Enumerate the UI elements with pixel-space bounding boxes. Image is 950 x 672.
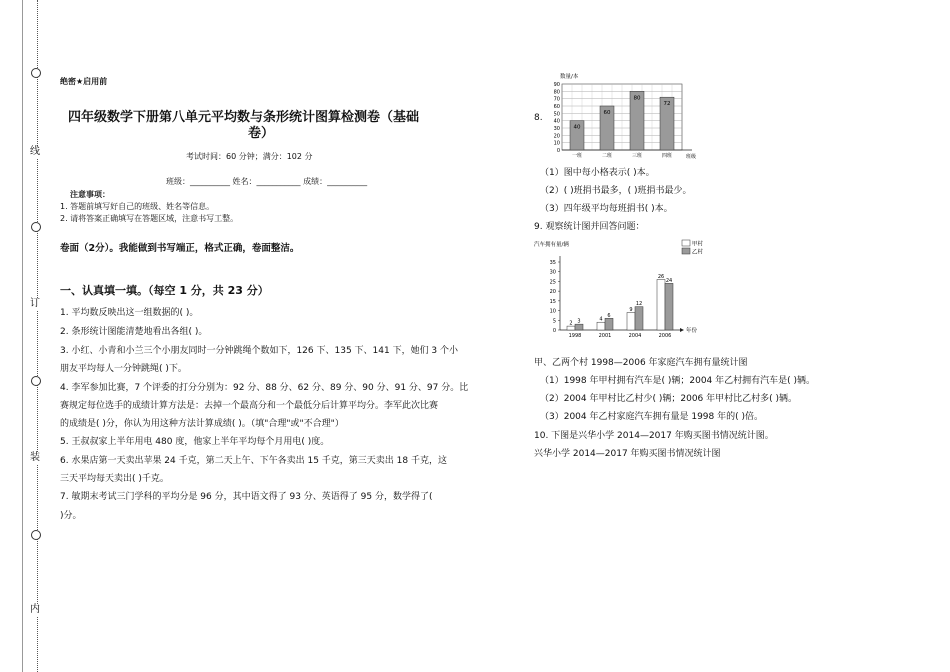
q9-line: （1）1998 年甲村拥有汽车是( )辆；2004 年乙村拥有汽车是( )辆。 <box>540 376 816 386</box>
page-title-line2: 卷） <box>248 126 275 141</box>
secret-label: 绝密★启用前 <box>60 77 108 86</box>
q9-caption: 甲、乙两个村 1998—2006 年家庭汽车拥有量统计图 <box>534 358 748 368</box>
binding-char-nei: 内 <box>30 604 40 615</box>
y-tick-label: 35 <box>549 260 556 266</box>
data-label: 24 <box>665 277 673 284</box>
q10-caption: 兴华小学 2014—2017 年购买图书情况统计图 <box>534 449 721 459</box>
legend-swatch <box>682 248 690 254</box>
q8-line: （3）四年级平均每班捐书( )本。 <box>540 204 673 214</box>
data-label: 72 <box>663 101 671 108</box>
question-line: 5. 王叔叔家上半年用电 480 度，他家上半年平均每个月用电( )度。 <box>60 437 330 447</box>
data-label: 80 <box>633 95 641 102</box>
y-tick-label: 25 <box>549 279 556 286</box>
binding-char-zhuang: 装 <box>30 452 40 463</box>
data-label: 26 <box>657 273 665 280</box>
q9-line: （3）2004 年乙村家庭汽车拥有量是 1998 年的( )倍。 <box>540 412 764 422</box>
bar <box>657 279 665 330</box>
x-tick-label: 1998 <box>568 333 582 339</box>
question-line: 赛规定每位选手的成绩计算方法是：去掉一个最高分和一个最低分后计算平均分。李军此次比赛 <box>60 401 439 411</box>
binding-char-ding: 订 <box>30 298 40 309</box>
y-tick-label: 0 <box>556 148 560 154</box>
question-line: 2. 条形统计图能清楚地看出各组( )。 <box>60 327 208 337</box>
data-label: 2 <box>569 320 573 327</box>
question-line: 7. 敏期末考试三门学科的平均分是 96 分，其中语文得了 93 分、英语得了 95 分，数学得了( <box>60 492 433 502</box>
binding-hole <box>31 530 41 540</box>
binding-char-xian: 线 <box>30 146 40 157</box>
bar-chart-car-ownership <box>534 238 714 342</box>
x-axis-arrow <box>680 328 684 332</box>
y-tick-label: 30 <box>553 126 560 132</box>
exam-info: 考试时间：60 分钟；满分：102 分 <box>186 152 313 161</box>
y-tick-label: 80 <box>553 89 560 96</box>
legend-label: 乙村 <box>692 249 704 256</box>
data-label: 9 <box>629 307 633 314</box>
x-tick-label: 2004 <box>628 333 642 339</box>
bar-chart-book-donations <box>544 72 704 162</box>
question-line: 4. 李军参加比赛，7 个评委的打分分别为：92 分、88 分、62 分、89 分、90 分、91 分、97 分。比 <box>60 383 469 393</box>
y-tick-label: 10 <box>553 140 560 147</box>
x-tick-label: 二班 <box>601 153 613 159</box>
bar <box>627 313 635 330</box>
question-line: 的成绩是( )分，你认为用这种方法计算成绩( )。（填"合理"或"不合理"） <box>60 419 344 429</box>
binding-hole <box>31 68 41 78</box>
y-axis-label: 数量/本 <box>560 74 579 80</box>
question-line: 1. 平均数反映出这一组数据的( )。 <box>60 308 199 318</box>
q8-line: （1）图中每小格表示( )本。 <box>540 168 655 178</box>
data-label: 6 <box>607 312 611 319</box>
x-axis-label: 班级 <box>686 154 697 160</box>
neatness-line: 卷面（2分）。我能做到书写端正，格式正确，卷面整洁。 <box>60 243 300 254</box>
y-tick-label: 0 <box>552 328 556 334</box>
y-tick-label: 70 <box>553 96 560 103</box>
q8-line: （2）( )班捐书最多，( )班捐书最少。 <box>540 186 692 196</box>
bar <box>635 307 643 330</box>
y-tick-label: 20 <box>553 133 560 140</box>
question-line: 6. 水果店第一天卖出苹果 24 千克，第二天上午、下午各卖出 15 千克，第三天卖出 18 千克，这 <box>60 456 447 466</box>
y-tick-label: 50 <box>553 111 560 118</box>
data-label: 12 <box>635 301 643 308</box>
q9-line: （2）2004 年甲村比乙村少( )辆；2006 年甲村比乙村多( )辆。 <box>540 394 798 404</box>
y-tick-label: 40 <box>553 118 560 125</box>
question-line: 三天平均每天卖出( )千克。 <box>60 474 169 484</box>
x-axis-label: 年份 <box>686 328 698 334</box>
question-line: )分。 <box>60 511 82 521</box>
data-label: 4 <box>599 316 603 323</box>
bar <box>605 318 613 330</box>
question-line: 朋友平均每人一分钟跳绳( )下。 <box>60 364 187 374</box>
y-tick-label: 30 <box>549 269 556 276</box>
bar <box>575 324 583 330</box>
y-tick-label: 90 <box>553 82 560 88</box>
x-tick-label: 四班 <box>661 153 673 159</box>
q8-number: 8. <box>534 113 543 123</box>
data-label: 60 <box>603 110 611 116</box>
x-tick-label: 2006 <box>658 333 672 339</box>
note-item: 1. 答题前填写好自己的班级、姓名等信息。 <box>60 202 215 211</box>
notes-heading: 注意事项： <box>70 190 110 199</box>
y-axis-label: 汽车拥有量/辆 <box>534 242 569 248</box>
y-tick-label: 20 <box>549 289 556 296</box>
question-line: 3. 小红、小青和小兰三个小朋友同时一分钟跳绳个数如下，126 下、135 下、141 下，她们 3 个小 <box>60 346 459 356</box>
binding-margin <box>0 0 23 672</box>
bar <box>597 322 605 330</box>
y-tick-label: 10 <box>549 308 556 315</box>
x-tick-label: 2001 <box>598 333 612 339</box>
x-tick-label: 三班 <box>631 153 643 159</box>
binding-dotted-line <box>37 0 38 672</box>
binding-hole <box>31 222 41 232</box>
page-title-line1: 四年级数学下册第八单元平均数与条形统计图算检测卷（基础 <box>68 110 420 125</box>
y-tick-label: 60 <box>553 104 560 110</box>
data-label: 3 <box>577 318 581 325</box>
y-tick-label: 5 <box>552 318 556 325</box>
legend-swatch <box>682 240 690 246</box>
x-tick-label: 一班 <box>571 153 583 159</box>
student-fields: 班级：__________ 姓名：___________ 成绩：__________ <box>166 177 368 186</box>
q10-intro: 10. 下图是兴华小学 2014—2017 年购买图书情况统计图。 <box>534 431 774 441</box>
q9-intro: 9. 观察统计图并回答问题： <box>534 222 645 232</box>
binding-hole <box>31 376 41 386</box>
bar <box>567 326 575 330</box>
y-tick-label: 15 <box>549 298 556 305</box>
note-item: 2. 请将答案正确填写在答题区域，注意书写工整。 <box>60 214 239 223</box>
legend-label: 甲村 <box>692 241 704 248</box>
section1-title: 一、认真填一填。（每空 1 分，共 23 分） <box>60 284 269 297</box>
data-label: 40 <box>573 124 581 131</box>
bar <box>665 283 673 330</box>
